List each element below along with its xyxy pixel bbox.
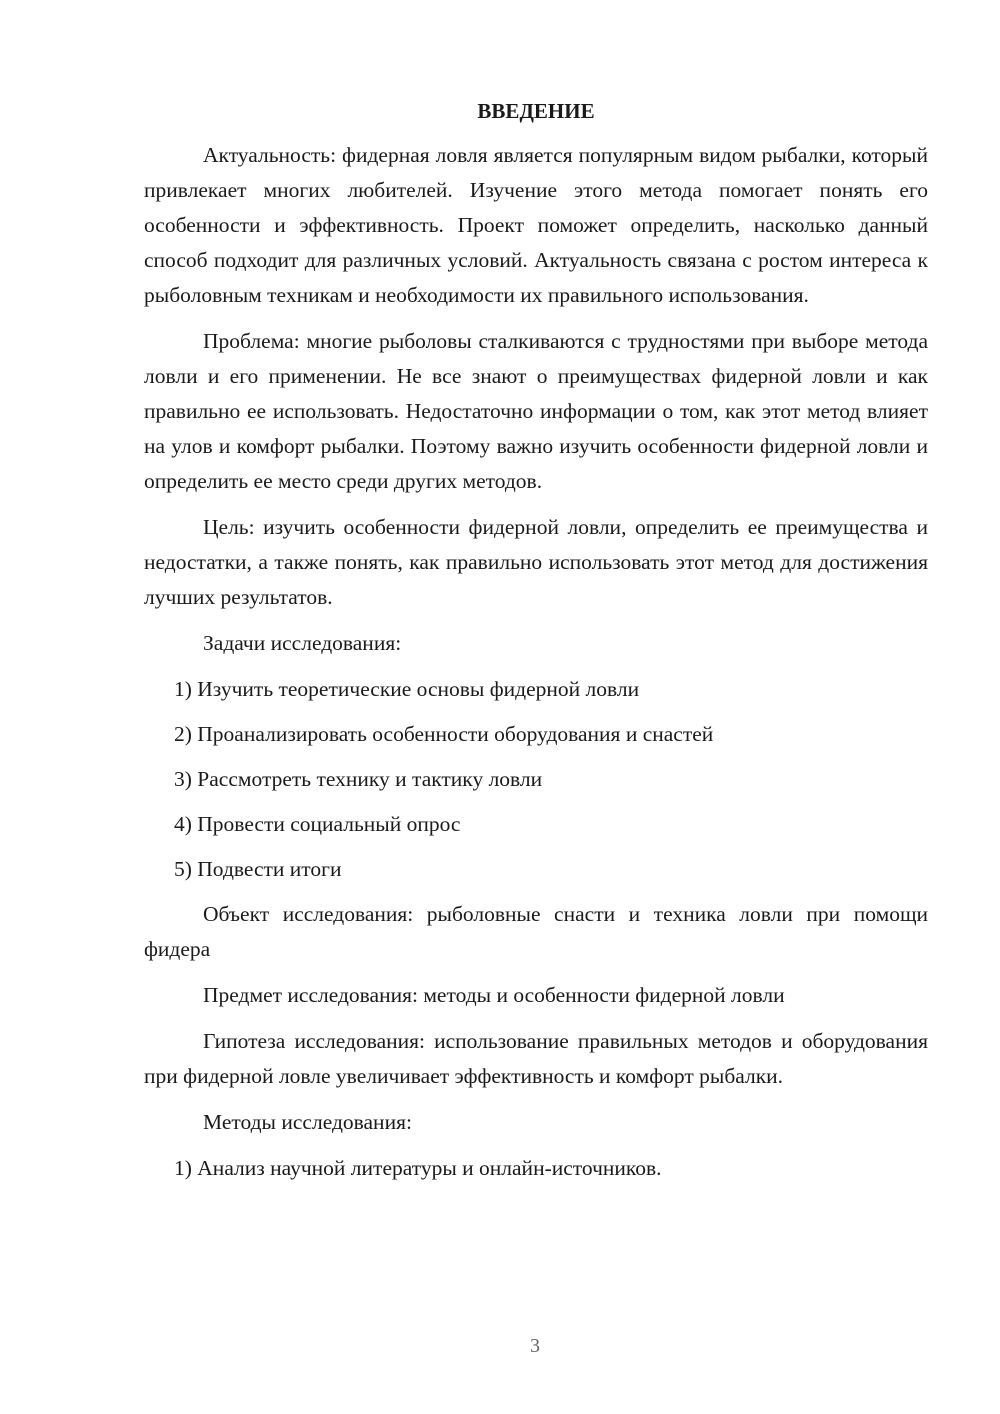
tasks-title: Задачи исследования: <box>203 631 402 655</box>
hypothesis-paragraph: Гипотеза исследования: использование правильных методов и оборудования при фидерной ловле увеличивает эффективность и комфорт рыбалки. <box>144 1029 928 1088</box>
document-page <box>144 96 928 1196</box>
goal-paragraph: Цель: изучить особенности фидерной ловли, определить ее преимущества и недостатки, а также понять, как правильно использовать этот метод для достижения лучших результатов. <box>144 515 928 609</box>
subject-paragraph: Предмет исследования: методы и особенности фидерной ловли <box>203 983 785 1007</box>
task-item: 3) Рассмотреть технику и тактику ловли <box>174 767 543 791</box>
method-item: 1) Анализ научной литературы и онлайн-источников. <box>174 1156 662 1180</box>
task-item: 2) Проанализировать особенности оборудования и снастей <box>174 722 714 746</box>
task-item: 5) Подвести итоги <box>174 857 342 881</box>
relevance-paragraph: Актуальность: фидерная ловля является популярным видом рыбалки, который привлекает многих любителей. Изучение этого метода помогает понять его особенности и эффективность. Проект поможет определить, насколько данный способ подходит для различных условий. Актуальность связана с ростом интереса к рыболовным техникам и необходимости их правильного использования. <box>144 143 928 307</box>
task-item: 4) Провести социальный опрос <box>174 812 461 836</box>
methods-title: Методы исследования: <box>203 1110 412 1134</box>
object-paragraph: Объект исследования: рыболовные снасти и техника ловли при помощи фидера <box>144 902 928 961</box>
section-heading: ВВЕДЕНИЕ <box>477 99 595 123</box>
task-item: 1) Изучить теоретические основы фидерной ловли <box>174 677 640 701</box>
problem-paragraph: Проблема: многие рыболовы сталкиваются с трудностями при выборе метода ловли и его применении. Не все знают о преимуществах фидерной ловли и как правильно ее использовать. Недостаточно информации о том, как этот метод влияет на улов и комфорт рыбалки. Поэтому важно изучить особенности фидерной ловли и определить ее место среди других методов. <box>144 329 928 493</box>
page-number: 3 <box>530 1335 540 1357</box>
